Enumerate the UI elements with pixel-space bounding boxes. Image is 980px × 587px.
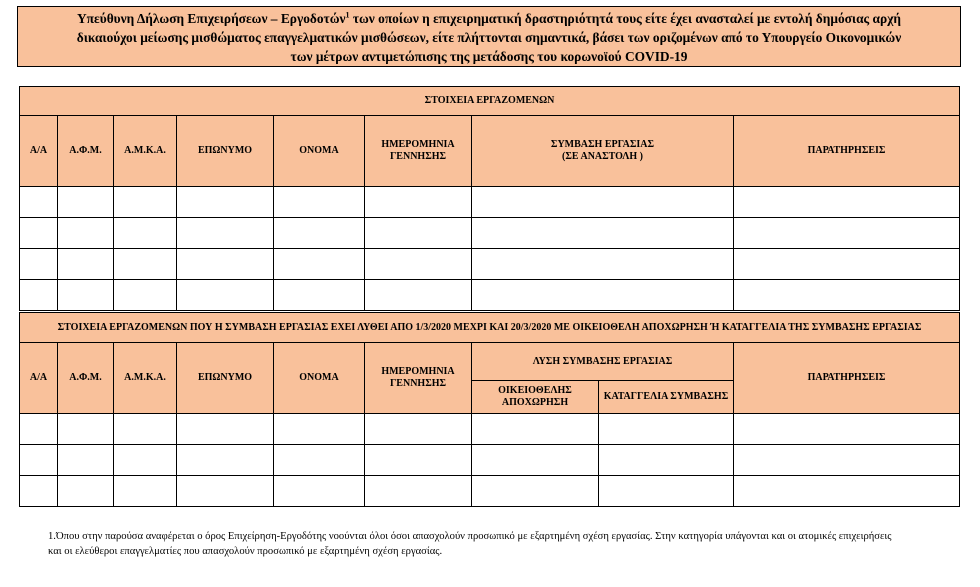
footnote-line-1: 1.Όπου στην παρούσα αναφέρεται ο όρος Επιχείρηση-Εργοδότης νοούνται όλοι όσοι απασχολούν προσωπικό με εξαρτημένη σχέση εργασίας. Στην κατηγορία υπάγονται και οι ατομικές επιχειρήσεις [48,531,892,542]
footnote-marker: 1 [345,10,350,20]
table-cell[interactable] [472,476,599,507]
table-cell[interactable] [20,218,58,249]
table-cell[interactable] [177,187,274,218]
table-cell[interactable] [20,476,58,507]
column-header-remarks: ΠΑΡΑΤΗΡΗΣΕΙΣ [734,343,960,414]
table-cell[interactable] [365,187,472,218]
table-cell[interactable] [114,218,177,249]
table-cell[interactable] [274,476,365,507]
table-cell[interactable] [58,445,114,476]
table-cell[interactable] [599,414,734,445]
table-cell[interactable] [734,476,960,507]
terminated-employees-table [19,312,960,507]
table-cell[interactable] [58,280,114,311]
table-cell[interactable] [177,476,274,507]
column-header-dismissal: ΚΑΤΑΓΓΕΛΙΑ ΣΥΜΒΑΣΗΣ [599,381,734,414]
column-header-aa: Α/Α [20,343,58,414]
table-cell[interactable] [58,218,114,249]
table-cell[interactable] [734,445,960,476]
column-header-afm: Α.Φ.Μ. [58,116,114,187]
table-cell[interactable] [734,218,960,249]
table-cell[interactable] [274,218,365,249]
footnote-line-2: και οι ελεύθεροι επαγγελματίες που απασχολούν προσωπικό με εξαρτημένη σχέση εργασίας. [48,546,443,557]
table-row [20,187,960,218]
table-cell[interactable] [58,476,114,507]
table-cell[interactable] [734,414,960,445]
table-cell[interactable] [114,476,177,507]
table-cell[interactable] [58,414,114,445]
column-header-amka: Α.Μ.Κ.Α. [114,116,177,187]
table-cell[interactable] [274,187,365,218]
table-row [20,218,960,249]
column-header-amka: Α.Μ.Κ.Α. [114,343,177,414]
column-header-voluntary: ΟΙΚΕΙΟΘΕΛΗΣ ΑΠΟΧΩΡΗΣΗ [472,381,599,414]
table-row [20,249,960,280]
column-header-birthdate: ΗΜΕΡΟΜΗΝΙΑ ΓΕΝΝΗΣΗΣ [365,343,472,414]
footnote [48,529,948,559]
table-cell[interactable] [177,280,274,311]
declaration-title [17,6,961,67]
table-cell[interactable] [734,280,960,311]
table-cell[interactable] [177,249,274,280]
column-header-birthdate: ΗΜΕΡΟΜΗΝΙΑ ΓΕΝΝΗΣΗΣ [365,116,472,187]
table-cell[interactable] [177,445,274,476]
table-cell[interactable] [58,249,114,280]
table-cell[interactable] [274,445,365,476]
column-header-aa: Α/Α [20,116,58,187]
table-cell[interactable] [20,280,58,311]
column-header-remarks: ΠΑΡΑΤΗΡΗΣΕΙΣ [734,116,960,187]
table-cell[interactable] [274,280,365,311]
table-cell[interactable] [599,476,734,507]
table-cell[interactable] [599,445,734,476]
table-cell[interactable] [365,218,472,249]
table-cell[interactable] [472,249,734,280]
table-cell[interactable] [365,445,472,476]
table-cell[interactable] [472,414,599,445]
column-header-afm: Α.Φ.Μ. [58,343,114,414]
table-cell[interactable] [734,187,960,218]
column-header-name: ΟΝΟΜΑ [274,343,365,414]
table-cell[interactable] [20,249,58,280]
table-cell[interactable] [20,414,58,445]
table-cell[interactable] [365,280,472,311]
table-cell[interactable] [472,445,599,476]
table-cell[interactable] [365,414,472,445]
table-cell[interactable] [472,280,734,311]
employees-table [19,86,960,311]
table-cell[interactable] [114,414,177,445]
table-cell[interactable] [114,280,177,311]
column-header-termination: ΛΥΣΗ ΣΥΜΒΑΣΗΣ ΕΡΓΑΣΙΑΣ [472,343,734,381]
column-header-surname: ΕΠΩΝΥΜΟ [177,116,274,187]
column-header-contract: ΣΥΜΒΑΣΗ ΕΡΓΑΣΙΑΣ (ΣΕ ΑΝΑΣΤΟΛΗ ) [472,116,734,187]
table-cell[interactable] [274,414,365,445]
section-1-heading: ΣΤΟΙΧΕΙΑ ΕΡΓΑΖΟΜΕΝΩΝ [20,87,960,116]
table-cell[interactable] [177,414,274,445]
table-cell[interactable] [365,249,472,280]
title-line-1: Υπεύθυνη Δήλωση Επιχειρήσεων – Εργοδοτών$^1$ των οποίων η επιχειρηματική δραστηριότητά τους είτε έχει ανασταλεί με εντολή δημόσιας αρχή [77,10,901,26]
table-row [20,445,960,476]
table-row [20,280,960,311]
table-cell[interactable] [365,476,472,507]
table-cell[interactable] [58,187,114,218]
table-cell[interactable] [114,249,177,280]
table-cell[interactable] [734,249,960,280]
column-header-name: ΟΝΟΜΑ [274,116,365,187]
table-cell[interactable] [114,187,177,218]
table-cell[interactable] [20,187,58,218]
table-row [20,414,960,445]
table-cell[interactable] [114,445,177,476]
table-cell[interactable] [20,445,58,476]
title-line-3: των μέτρων αντιμετώπισης της μετάδοσης του κορωνοϊού COVID-19 [290,49,688,64]
table-cell[interactable] [472,187,734,218]
column-header-surname: ΕΠΩΝΥΜΟ [177,343,274,414]
table-cell[interactable] [472,218,734,249]
title-line-2: δικαιούχοι μείωσης μισθώματος επαγγελματικών μισθώσεων, είτε πλήττονται σημαντικά, βάσει των οριζομένων από το Υπουργείο Οικονομικών [76,30,902,45]
section-2-heading: ΣΤΟΙΧΕΙΑ ΕΡΓΑΖΟΜΕΝΩΝ ΠΟΥ Η ΣΥΜΒΑΣΗ ΕΡΓΑΣΙΑΣ ΕΧΕΙ ΛΥΘΕΙ ΑΠΟ 1/3/2020 ΜΕΧΡΙ ΚΑΙ 20/3/2020 ΜΕ ΟΙΚΕΙΟΘΕΛΗ ΑΠΟΧΩΡΗΣΗ Ή ΚΑΤΑΓΓΕΛΙΑ ΤΗΣ ΣΥΜΒΑΣΗΣ ΕΡΓΑΣΙΑΣ [20,313,960,343]
table-row [20,476,960,507]
table-cell[interactable] [274,249,365,280]
table-cell[interactable] [177,218,274,249]
